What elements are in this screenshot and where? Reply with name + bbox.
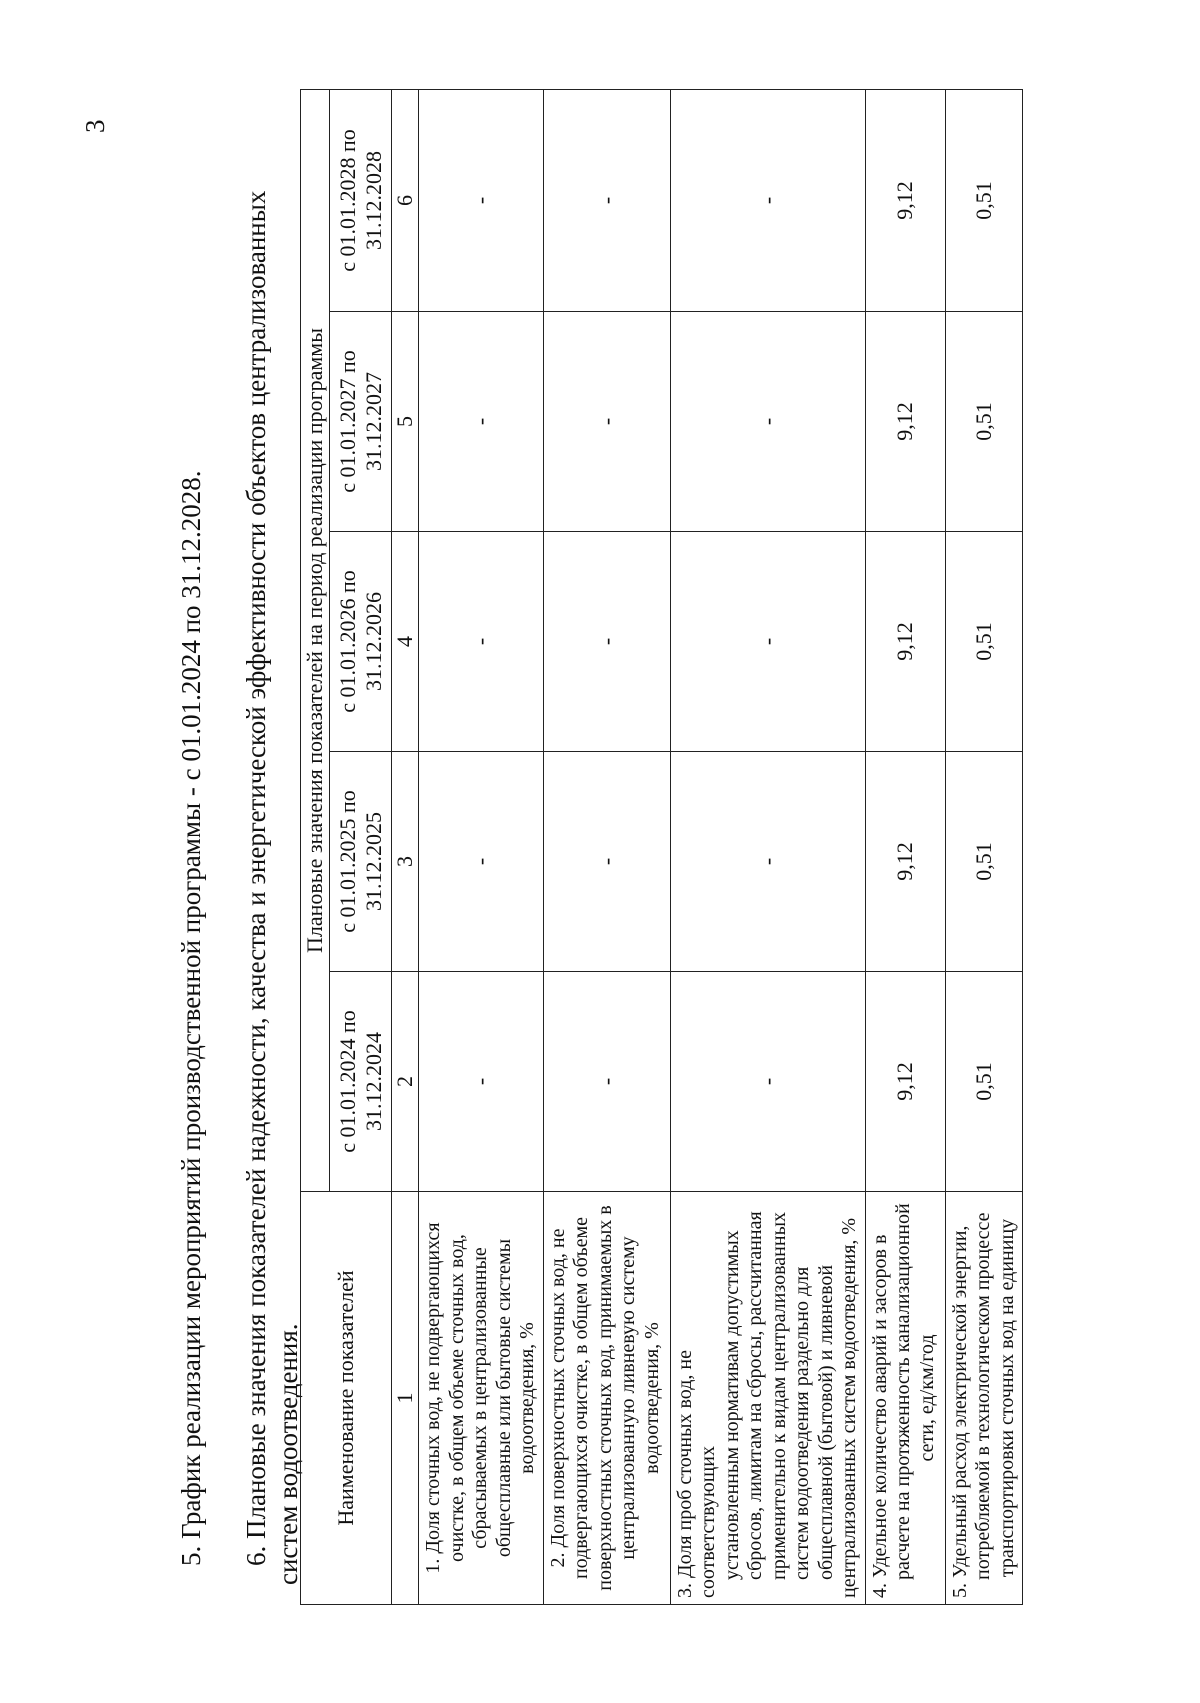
section-6-text-line2: систем водоотведения. bbox=[273, 1323, 303, 1585]
indicator-value: 0,51 bbox=[945, 312, 1023, 532]
period-start: с 01.01.2027 по bbox=[334, 350, 360, 493]
header-indicator-name: Наименование показателей bbox=[301, 1192, 392, 1605]
indicator-name bbox=[543, 1192, 670, 1605]
indicator-name bbox=[419, 1192, 544, 1605]
indicator-name-line: 2. Доля поверхностных сточных вод, не bbox=[546, 1228, 569, 1568]
section-5-text: 5. График реализации мероприятий производственной программы - с 01.01.2024 по 31.12.2028. bbox=[176, 470, 206, 1566]
indicator-name-line: централизованную ливневую систему bbox=[617, 1236, 639, 1560]
indicator-value: - bbox=[543, 752, 670, 972]
indicator-name-line: очистке, в общем объеме сточных вод, bbox=[445, 1234, 468, 1562]
indicator-value: 9,12 bbox=[865, 89, 945, 311]
period-start: с 01.01.2024 по bbox=[334, 1010, 360, 1153]
page-number: 3 bbox=[80, 119, 110, 133]
column-number: 3 bbox=[392, 752, 419, 972]
header-period-2 bbox=[330, 752, 392, 972]
indicator-value: - bbox=[670, 89, 865, 311]
indicator-name bbox=[945, 1192, 1023, 1605]
header-period-4 bbox=[330, 312, 392, 532]
indicator-value: - bbox=[419, 972, 544, 1192]
indicator-value: - bbox=[670, 972, 865, 1192]
period-start: с 01.01.2026 по bbox=[334, 570, 360, 713]
indicator-name-line: централизованных систем водоотведения, % bbox=[838, 1217, 860, 1598]
header-period-1 bbox=[330, 972, 392, 1192]
indicator-name-line: общесплавной (бытовой) и ливневой bbox=[814, 1264, 837, 1580]
indicator-name-line: расчете на протяженность канализационной bbox=[892, 1203, 914, 1580]
column-number: 5 bbox=[392, 312, 419, 532]
indicator-value: 0,51 bbox=[945, 532, 1023, 752]
indicator-value: - bbox=[419, 312, 544, 532]
period-end: 31.12.2024 bbox=[360, 1032, 386, 1131]
table-row bbox=[419, 89, 544, 1604]
indicator-value: - bbox=[419, 532, 544, 752]
indicator-name-line: применительно к видам централизованных bbox=[767, 1211, 790, 1580]
period-end: 31.12.2028 bbox=[360, 150, 386, 250]
header-period-group: Плановые значения показателей на период реализации программы bbox=[301, 89, 330, 1191]
indicator-name-line: транспортировки сточных вод на единицу bbox=[995, 1218, 1018, 1578]
indicator-name-line: водоотведения, % bbox=[516, 1322, 538, 1474]
indicator-value: - bbox=[543, 89, 670, 311]
indicator-name bbox=[670, 1192, 865, 1605]
indicator-value: 0,51 bbox=[945, 972, 1023, 1192]
table-row bbox=[865, 89, 945, 1604]
indicator-name-line: сбрасываемых в централизованные bbox=[469, 1247, 491, 1549]
header-period-3 bbox=[330, 532, 392, 752]
indicator-name-line: систем водоотведения раздельно для bbox=[791, 1266, 813, 1580]
indicator-value: 9,12 bbox=[865, 972, 945, 1192]
indicator-name-line: сбросов, лимитам на сбросы, рассчитанная bbox=[744, 1211, 766, 1580]
column-number: 1 bbox=[392, 1192, 419, 1605]
period-start: с 01.01.2028 по bbox=[334, 129, 360, 272]
period-end: 31.12.2026 bbox=[360, 592, 386, 691]
indicator-value: 9,12 bbox=[865, 532, 945, 752]
header-period-5 bbox=[330, 89, 392, 311]
indicator-value: 0,51 bbox=[945, 752, 1023, 972]
indicator-value: 9,12 bbox=[865, 752, 945, 972]
indicator-value: - bbox=[543, 532, 670, 752]
indicator-name-line: общесплавные или бытовые системы bbox=[492, 1238, 515, 1558]
indicator-name-line: подвергающихся очистке, в общем объеме bbox=[570, 1216, 592, 1580]
indicator-value: 0,51 bbox=[945, 89, 1023, 311]
indicator-value: - bbox=[419, 89, 544, 311]
indicator-name-line: 4. Удельное количество аварий и засоров в bbox=[868, 1234, 891, 1598]
indicators-table bbox=[300, 89, 1023, 1605]
table-row bbox=[945, 89, 1023, 1604]
indicator-name-line: поверхностных сточных вод, принимаемых в bbox=[593, 1205, 616, 1591]
section-6-text-line1: 6. Плановые значения показателей надежности, качества и энергетической эффективности объектов централизованных bbox=[241, 190, 271, 1566]
column-number: 2 bbox=[392, 972, 419, 1192]
indicator-value: - bbox=[670, 312, 865, 532]
indicator-name-line: потребляемой в технологическом процессе bbox=[972, 1212, 994, 1580]
indicator-name-line: 1. Доля сточных вод, не подвергающихся bbox=[422, 1222, 444, 1574]
indicator-name-line: 3. Доля проб сточных вод, не соответствующих bbox=[673, 1350, 719, 1598]
table-row bbox=[670, 89, 865, 1604]
indicator-value: - bbox=[543, 312, 670, 532]
indicator-value: - bbox=[419, 752, 544, 972]
period-start: с 01.01.2025 по bbox=[334, 790, 360, 933]
column-number: 6 bbox=[392, 89, 419, 311]
column-number: 4 bbox=[392, 532, 419, 752]
indicator-name-line: сети, ед/км/год bbox=[915, 1334, 938, 1462]
indicator-value: 9,12 bbox=[865, 312, 945, 532]
indicator-name-line: установленным нормативам допустимых bbox=[720, 1230, 743, 1580]
indicator-name-line: водоотведения, % bbox=[640, 1322, 663, 1474]
indicator-name bbox=[865, 1192, 945, 1605]
indicator-value: - bbox=[670, 532, 865, 752]
indicator-value: - bbox=[670, 752, 865, 972]
indicator-value: - bbox=[543, 972, 670, 1192]
period-end: 31.12.2027 bbox=[360, 372, 386, 471]
period-end: 31.12.2025 bbox=[360, 812, 386, 911]
indicator-name-line: 5. Удельный расход электрической энергии, bbox=[948, 1225, 971, 1598]
table-row bbox=[543, 89, 670, 1604]
